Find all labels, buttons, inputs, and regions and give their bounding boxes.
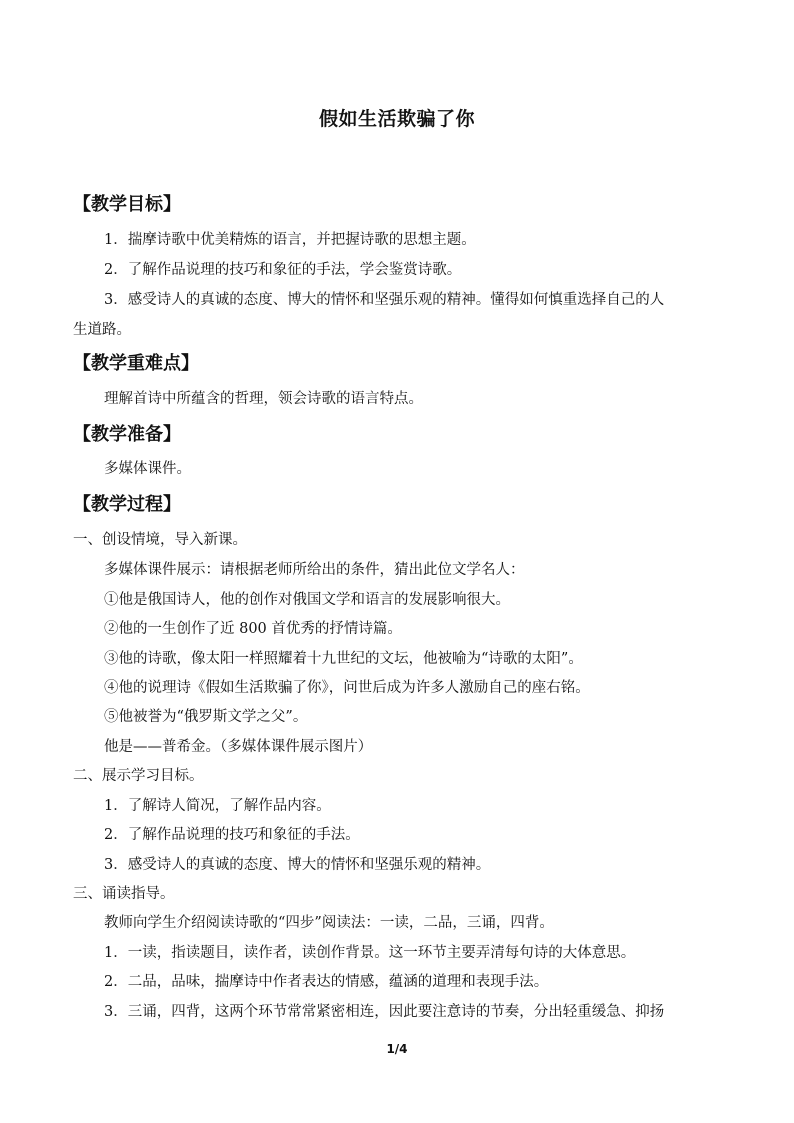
process-part1-intro: 多媒体课件展示：请根据老师所给出的条件，猜出此位文学名人： [104,562,525,578]
section-heading-preparation: 【教学准备】 [73,424,181,445]
process-part2-title: 二、展示学习目标。 [73,768,204,784]
preparation-text: 多媒体课件。 [104,461,191,477]
clue-item-1: ①他是俄国诗人，他的创作对俄国文学和语言的发展影响很大。 [104,592,510,608]
section-heading-objectives: 【教学目标】 [73,194,181,215]
objective-item-1: 1．揣摩诗歌中优美精炼的语言，并把握诗歌的思想主题。 [104,232,476,248]
clue-item-4: ④他的说理诗《假如生活欺骗了你》，问世后成为许多人激励自己的座右铭。 [104,680,590,696]
reading-step-3: 3．三诵，四背，这两个环节常常紧密相连，因此要注意诗的节奏，分出轻重缓急、抑扬 [104,1004,665,1020]
objective-item-3: 3．感受诗人的真诚的态度、博大的情怀和坚强乐观的精神。懂得如何慎重选择自己的人 [104,292,665,308]
clue-item-2: ②他的一生创作了近 800 首优秀的抒情诗篇。 [104,621,402,637]
reading-step-1: 1．一读，指读题目，读作者，读创作背景。这一环节主要弄清每句诗的大体意思。 [104,945,636,961]
objective-item-3-continued: 生道路。 [73,322,131,338]
process-part1-title: 一、创设情境，导入新课。 [73,532,247,548]
reading-step-2: 2．二品，品味，揣摩诗中作者表达的情感，蕴涵的道理和表现手法。 [104,974,549,990]
page-number: 1/4 [386,1042,408,1056]
process-part3-intro: 教师向学生介绍阅读诗歌的“四步”阅读法：一读，二品，三诵，四背。 [104,915,554,931]
key-points-text: 理解首诗中所蕴含的哲理，领会诗歌的语言特点。 [104,391,423,407]
goal-item-1: 1．了解诗人简况，了解作品内容。 [104,798,331,814]
process-part1-answer: 他是——普希金。（多媒体课件展示图片） [104,739,373,755]
goal-item-3: 3．感受诗人的真诚的态度、博大的情怀和坚强乐观的精神。 [104,857,491,873]
goal-item-2: 2．了解作品说理的技巧和象征的手法。 [104,827,360,843]
clue-item-3: ③他的诗歌，像太阳一样照耀着十九世纪的文坛，他被喻为“诗歌的太阳”。 [104,651,583,667]
page-title: 假如生活欺骗了你 [318,108,475,130]
clue-item-5: ⑤他被誉为“俄罗斯文学之父”。 [104,709,308,725]
section-heading-key-points: 【教学重难点】 [73,353,199,374]
process-part3-title: 三、诵读指导。 [73,886,175,902]
section-heading-process: 【教学过程】 [73,494,181,515]
objective-item-2: 2．了解作品说理的技巧和象征的手法，学会鉴赏诗歌。 [104,262,462,278]
